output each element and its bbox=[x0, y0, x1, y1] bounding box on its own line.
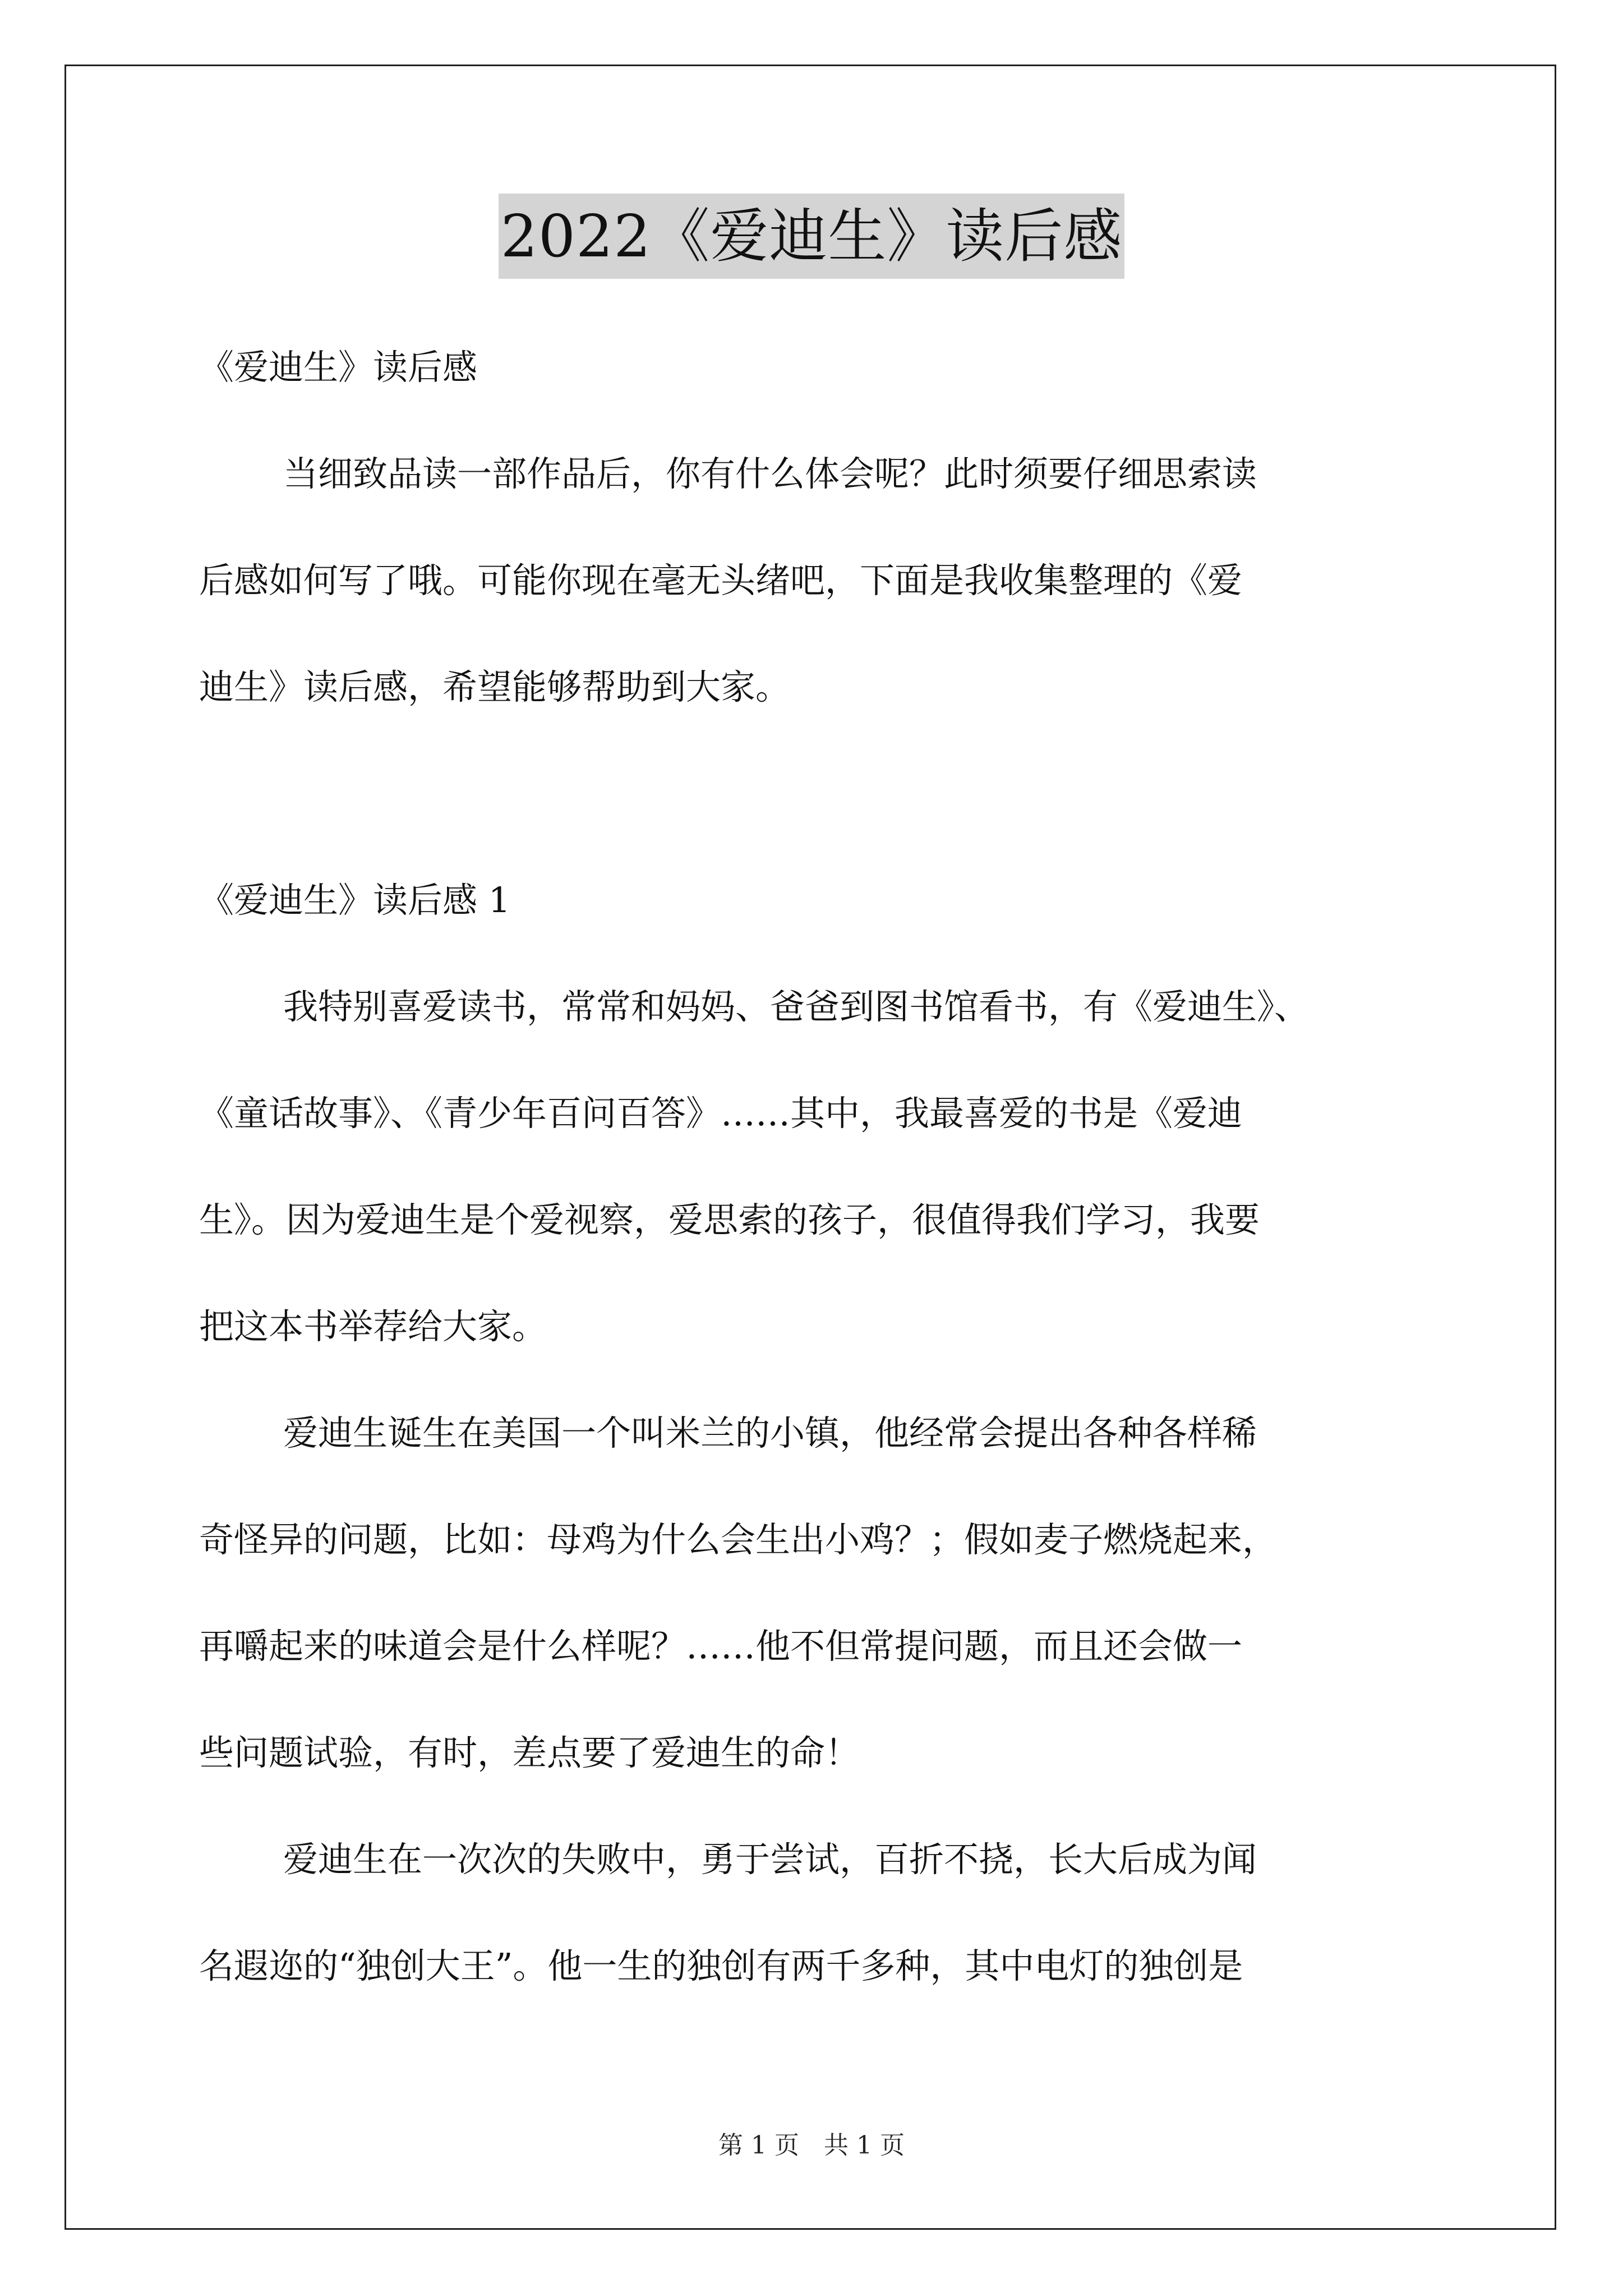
paragraph-line: 再嚼起来的味道会是什么样呢？……他不但常提问题，而且还会做一 bbox=[199, 1626, 1243, 1667]
paragraph-line: 我特别喜爱读书，常常和妈妈、爸爸到图书馆看书，有《爱迪生》、 bbox=[283, 986, 1310, 1027]
spacer bbox=[199, 740, 1489, 847]
page-footer: 第 1 页 共 1 页 bbox=[718, 2131, 905, 2160]
paragraph-line: 把这本书举荐给大家。 bbox=[199, 1306, 547, 1347]
paragraph-line: 奇怪异的问题，比如：母鸡为什么会生出小鸡？；假如麦子燃烧起来， bbox=[199, 1519, 1278, 1560]
paragraph-line: 名遐迩的“独创大王”。他一生的独创有两千多种，其中电灯的独创是 bbox=[199, 1945, 1243, 1986]
document-title: 2022《爱迪生》读后感 bbox=[499, 194, 1125, 279]
section-heading: 《爱迪生》读后感 1 bbox=[199, 880, 511, 921]
paragraph-line: 爱迪生在一次次的失败中，勇于尝试，百折不挠，长大后成为闻 bbox=[283, 1839, 1257, 1880]
document-body bbox=[199, 314, 1489, 2019]
title-container bbox=[0, 194, 1623, 279]
paragraph-line: 生》。因为爱迪生是个爱视察，爱思索的孩子，很值得我们学习，我要 bbox=[199, 1199, 1260, 1240]
document-subtitle: 《爱迪生》读后感 bbox=[199, 347, 478, 388]
intro-line: 后感如何写了哦。可能你现在毫无头绪吧，下面是我收集整理的《爱 bbox=[199, 560, 1243, 601]
paragraph-line: 些问题试验，有时，差点要了爱迪生的命！ bbox=[199, 1732, 860, 1773]
paragraph-line: 爱迪生诞生在美国一个叫米兰的小镇，他经常会提出各种各样稀 bbox=[283, 1412, 1257, 1453]
intro-line: 当细致品读一部作品后，你有什么体会呢？此时须要仔细思索读 bbox=[283, 453, 1257, 494]
intro-line: 迪生》读后感，希望能够帮助到大家。 bbox=[199, 666, 791, 707]
paragraph-line: 《童话故事》、《青少年百问百答》……其中，我最喜爱的书是《爱迪 bbox=[199, 1093, 1243, 1134]
